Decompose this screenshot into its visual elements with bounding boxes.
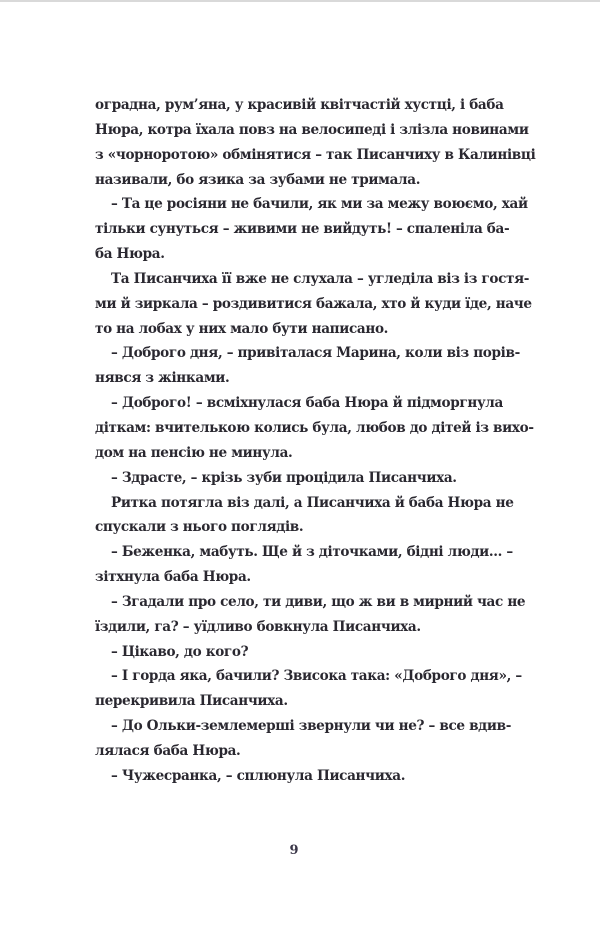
text-line-22: їздили, га? – уїдливо бовкнула Писанчиха. xyxy=(95,618,421,635)
text-line-21: – Згадали про село, ти диви, що ж ви в мирний час не xyxy=(111,593,526,610)
text-line-24: – І горда яка, бачили? Звисока така: «Доброго дня», – xyxy=(111,668,522,685)
text-line-13: – Доброго! – всміхнулася баба Нюра й підморгнула xyxy=(111,395,503,412)
top-edge-divider xyxy=(0,0,600,2)
text-line-25: перекривила Писанчиха. xyxy=(95,693,288,710)
page-number: 9 xyxy=(289,843,299,858)
text-line-28: – Чужесранка, – сплюнула Писанчиха. xyxy=(111,767,406,784)
text-line-6: тільки сунуться – живими не вийдуть! – спаленіла ба- xyxy=(95,221,510,238)
text-line-15: дом на пенсію не минула. xyxy=(95,444,293,461)
text-line-7: ба Нюра. xyxy=(95,246,165,263)
text-line-5: – Та це росіяни не бачили, як ми за межу воюємо, хай xyxy=(111,196,528,213)
text-line-19: – Беженка, мабуть. Ще й з діточками, бідні люди... – xyxy=(111,544,513,561)
text-line-17: Ритка потягла віз далі, а Писанчиха й баба Нюра не xyxy=(111,494,514,511)
text-line-20: зітхнула баба Нюра. xyxy=(95,569,251,586)
text-line-11: – Доброго дня, – привіталася Марина, коли віз порів- xyxy=(111,345,520,362)
text-line-8: Та Писанчиха її вже не слухала – угледіла віз із гостя- xyxy=(111,270,530,287)
text-line-23: – Цікаво, до кого? xyxy=(111,643,249,660)
text-line-1: оградна, рум’яна, у красивій квітчастій хустці, і баба xyxy=(95,97,504,113)
text-line-14: діткам: вчителькою колись була, любов до дітей із вихо- xyxy=(95,419,534,436)
text-line-3: з «чорноротою» обмінятися – так Писанчиху в Калинівці xyxy=(95,146,536,163)
text-line-9: ми й зиркала – роздивитися бажала, хто й куди їде, наче xyxy=(95,295,532,312)
text-line-27: лялася баба Нюра. xyxy=(95,742,241,759)
text-line-26: – До Ольки-землемерші звернули чи не? – все вдив- xyxy=(111,718,511,735)
text-line-18: спускали з нього поглядів. xyxy=(95,519,304,536)
text-line-2: Нюра, котра їхала повз на велосипеді і злізла новинами xyxy=(95,121,529,138)
text-line-4: називали, бо язика за зубами не тримала. xyxy=(95,171,421,188)
text-line-16: – Здрасте, – крізь зуби процідила Писанчиха. xyxy=(111,469,457,486)
book-page-body xyxy=(95,93,536,789)
text-line-12: нявся з жінками. xyxy=(95,370,230,387)
text-line-10: то на лобах у них мало бути написано. xyxy=(95,320,389,337)
